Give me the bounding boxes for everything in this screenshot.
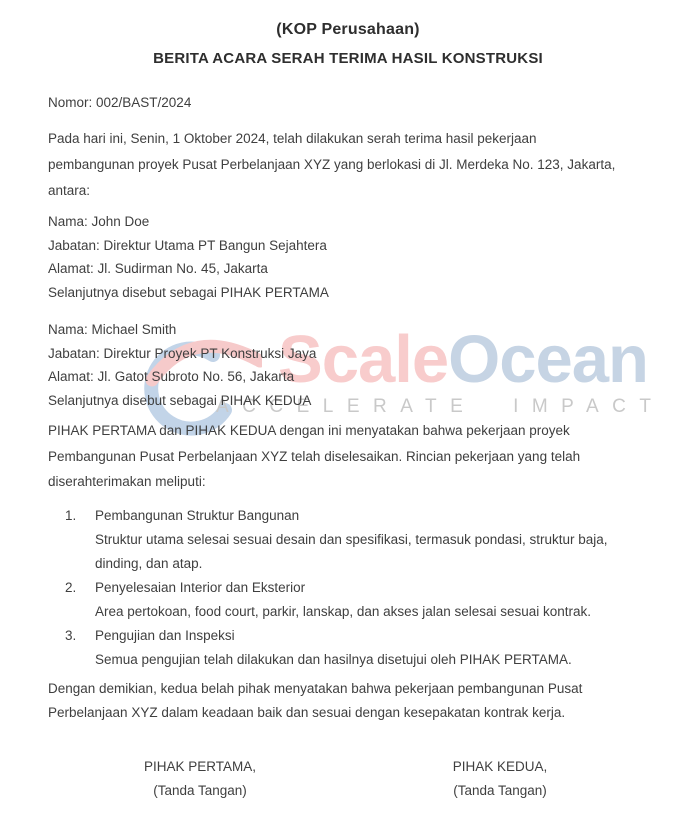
party-line-nama: Nama: Michael Smith (48, 322, 177, 337)
work-item (65, 576, 648, 624)
item-body (95, 576, 648, 624)
watermark-brand-scale: Scale (278, 322, 449, 397)
item-body (95, 624, 648, 672)
party-line-alamat: Alamat: Jl. Gatot Subroto No. 56, Jakarta (48, 369, 295, 384)
item-number: 1. (65, 507, 77, 523)
item-description: Struktur utama selesai sesuai desain dan spesifikasi, termasuk pondasi, struktur baja, dinding, dan atap. (95, 531, 608, 571)
party-line-alamat: Alamat: Jl. Sudirman No. 45, Jakarta (48, 261, 268, 276)
item-description: Area pertokoan, food court, parkir, lanskap, dan akses jalan selesai sesuai kontrak. (95, 603, 592, 619)
signature-block-pihak-pertama (90, 755, 310, 803)
party-line-designation: Selanjutnya disebut sebagai PIHAK KEDUA (48, 392, 312, 408)
company-letterhead-placeholder: (KOP Perusahaan) (276, 21, 420, 38)
party-line-jabatan: Jabatan: Direktur Proyek PT Konstruksi Jaya (48, 345, 317, 361)
statement-paragraph: PIHAK PERTAMA dan PIHAK KEDUA dengan ini menyatakan bahwa pekerjaan proyek Pembangunan Pusat Perbelanjaan XYZ telah diselesaikan. Rincian pekerjaan yang telah diserahterimakan meliputi: (48, 423, 581, 489)
work-items-list (48, 504, 648, 672)
item-title: Pengujian dan Inspeksi (95, 627, 235, 643)
signature-block-pihak-kedua (390, 755, 610, 803)
watermark-tagline: ACCELERATE IMPACT (216, 396, 665, 417)
item-body (95, 504, 648, 576)
signature-placeholder: (Tanda Tangan) (453, 782, 547, 798)
document-number: Nomor: 002/BAST/2024 (48, 95, 192, 110)
item-description: Semua pengujian telah dilakukan dan hasilnya disetujui oleh PIHAK PERTAMA. (95, 651, 572, 667)
document-title: BERITA ACARA SERAH TERIMA HASIL KONSTRUKSI (153, 50, 543, 67)
party-line-nama: Nama: John Doe (48, 214, 150, 229)
party-line-designation: Selanjutnya disebut sebagai PIHAK PERTAMA (48, 284, 329, 300)
signature-placeholder: (Tanda Tangan) (153, 782, 247, 798)
signature-title: PIHAK PERTAMA, (143, 758, 257, 774)
intro-paragraph: Pada hari ini, Senin, 1 Oktober 2024, telah dilakukan serah terima hasil pekerjaan pembangunan proyek Pusat Perbelanjaan XYZ yang berlokasi di Jl. Merdeka No. 123, Jakarta, antara: (48, 131, 616, 198)
party-block-second (48, 318, 648, 412)
item-number: 3. (65, 627, 77, 643)
item-title: Penyelesaian Interior dan Eksterior (95, 579, 306, 595)
item-title: Pembangunan Struktur Bangunan (95, 507, 300, 523)
work-item (65, 504, 648, 576)
watermark-brand-ocean: Ocean (448, 322, 648, 397)
work-item (65, 624, 648, 672)
party-block-first (48, 210, 648, 304)
party-line-jabatan: Jabatan: Direktur Utama PT Bangun Sejahtera (48, 237, 327, 253)
signature-title: PIHAK KEDUA, (452, 758, 548, 774)
signature-section (48, 755, 648, 803)
closing-paragraph: Dengan demikian, kedua belah pihak menyatakan bahwa pekerjaan pembangunan Pusat Perbelanjaan XYZ dalam keadaan baik dan sesuai dengan kesepakatan kontrak kerja. (48, 680, 583, 720)
item-number: 2. (65, 579, 77, 595)
